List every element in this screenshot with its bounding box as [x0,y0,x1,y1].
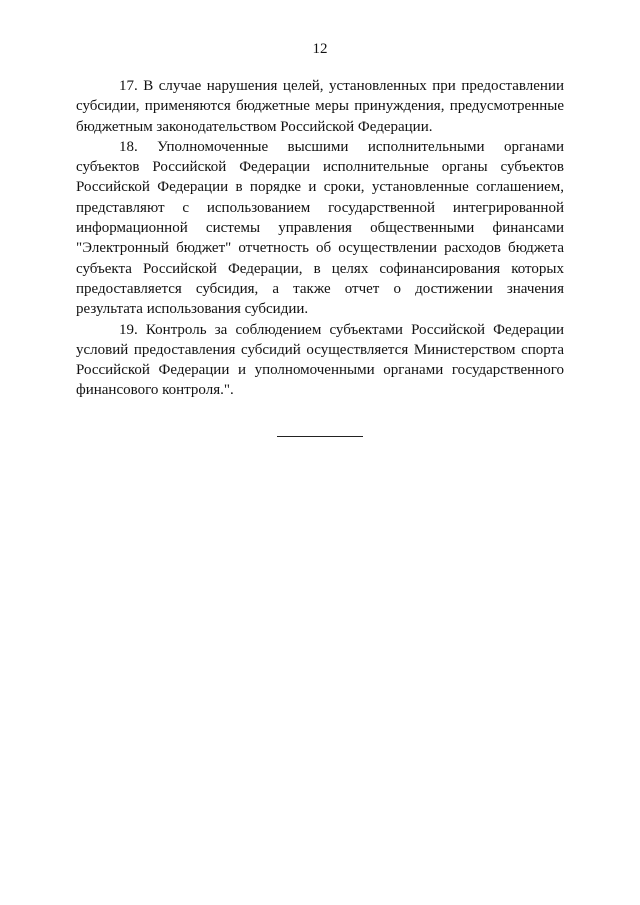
text-line: бюджетным законодательством Российской Федерации. [76,118,433,135]
text-line: предоставляется субсидия, а также отчет о достижении значения [76,280,564,297]
end-divider-line [277,436,363,437]
text-line: 19. Контроль за соблюдением субъектами Российской Федерации [119,321,564,338]
text-line: финансового контроля.". [76,382,234,399]
text-line: условий предоставления субсидий осуществляется Министерством спорта [76,341,564,358]
text-line: субъекта Российской Федерации, в целях софинансирования которых [76,260,564,277]
document-body [76,76,564,401]
paragraph-17 [76,76,564,137]
text-line: Российской Федерации и уполномоченными органами государственного [76,362,564,379]
text-line: "Электронный бюджет" отчетность об осуществлении расходов бюджета [76,240,564,257]
page-number: 12 [312,41,328,57]
text-line: информационной системы управления общественными финансами [76,220,564,237]
paragraph-19 [76,320,564,401]
text-line: результата использования субсидии. [76,301,309,318]
text-line: субъектов Российской Федерации исполнительные органы субъектов [76,159,564,176]
text-line: Российской Федерации в порядке и сроки, установленные соглашением, [76,179,564,196]
paragraph-18 [76,137,564,320]
text-line: субсидии, применяются бюджетные меры принуждения, предусмотренные [76,98,564,115]
text-line: 17. В случае нарушения целей, установленных при предоставлении [119,78,564,94]
text-line: представляют с использованием государственной интегрированной [76,199,564,216]
text-line: 18. Уполномоченные высшими исполнительными органами [119,138,564,155]
